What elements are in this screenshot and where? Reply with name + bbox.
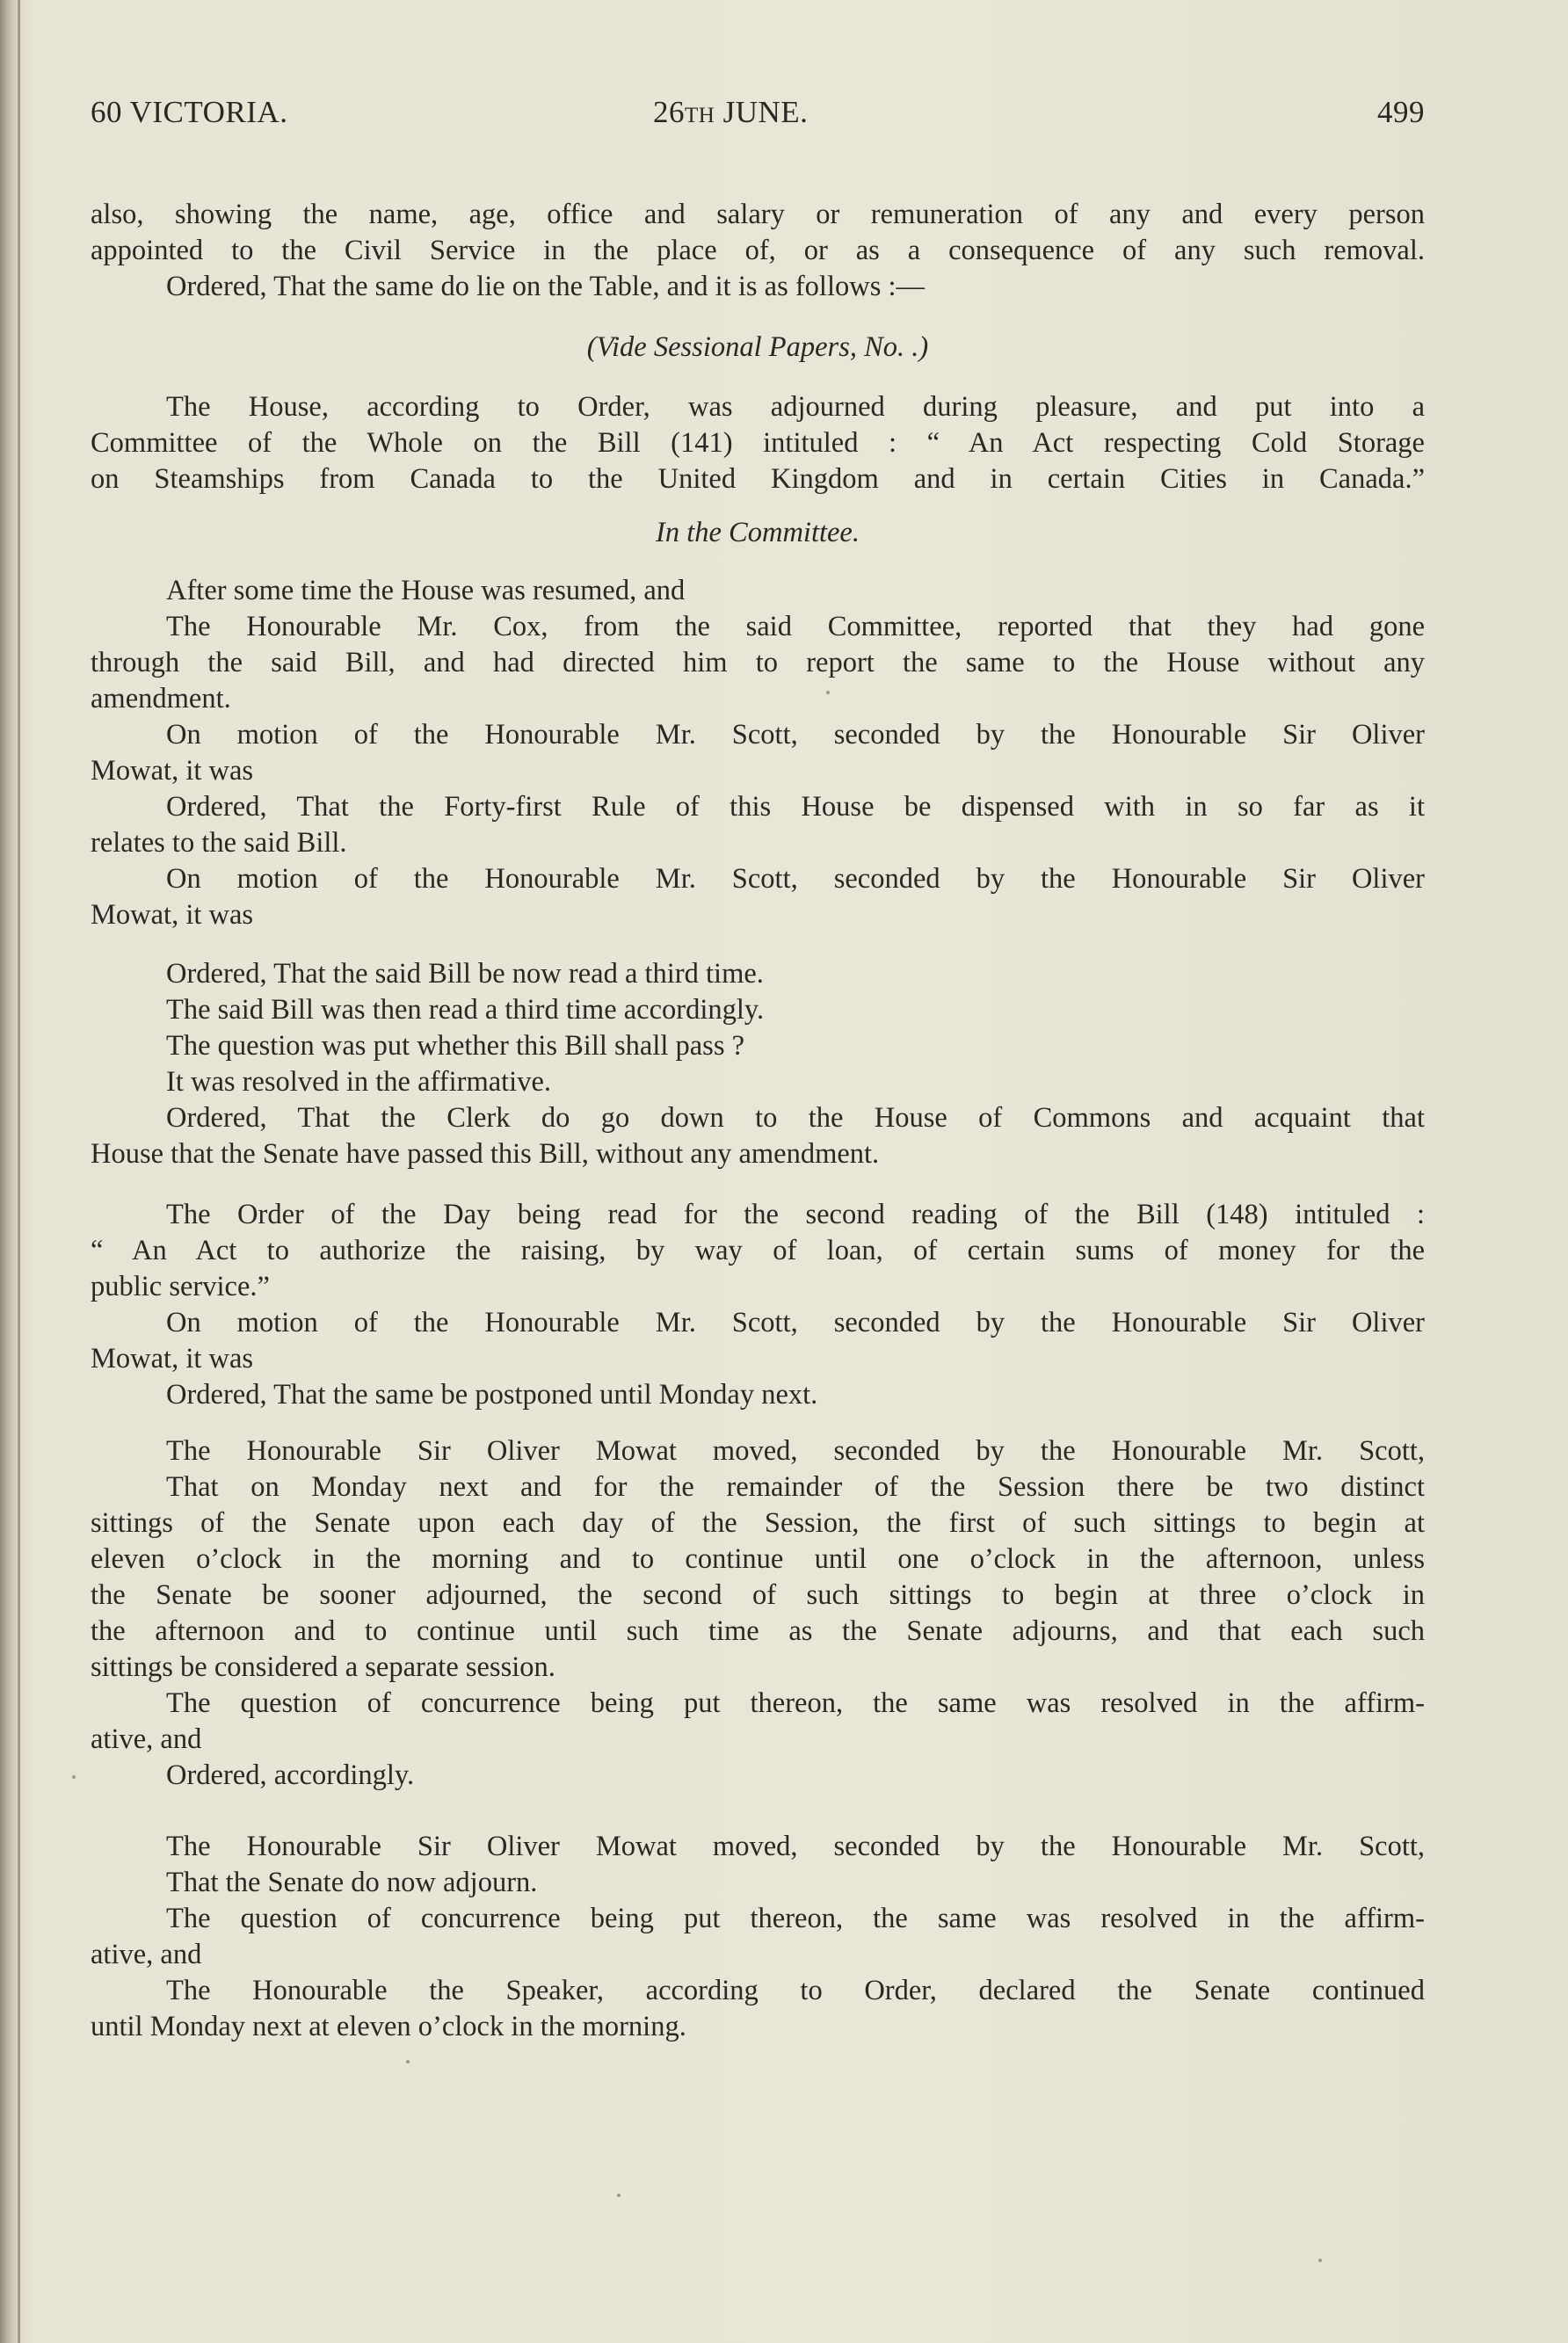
header-date [653, 95, 808, 130]
text-line: Mowat, it was [91, 899, 254, 931]
text-line: “ An Act to authorize the raising, by way of loan, of certain sums of money for the [91, 1235, 1425, 1266]
running-header [91, 95, 1425, 148]
text-line: on Steamships from Canada to the United Kingdom and in certain Cities in Canada.” [91, 463, 1425, 495]
text-line: That on Monday next and for the remainder of the Session there be two distinct [166, 1471, 1425, 1503]
paper-speck [1318, 2259, 1322, 2262]
text-line: public service.” [91, 1271, 270, 1302]
paper-speck [826, 691, 830, 694]
text-line: until Monday next at eleven o’clock in the morning. [91, 2011, 686, 2042]
text-line: On motion of the Honourable Mr. Scott, seconded by the Honourable Sir Oliver [166, 863, 1425, 895]
section-heading: In the Committee. [656, 517, 860, 548]
text-line: After some time the House was resumed, and [166, 575, 686, 606]
text-line: through the said Bill, and had directed him to report the same to the House without any [91, 647, 1425, 678]
text-line: The Honourable Mr. Cox, from the said Committee, reported that they had gone [166, 611, 1425, 642]
text-line: On motion of the Honourable Mr. Scott, seconded by the Honourable Sir Oliver [166, 1307, 1425, 1338]
text-line: The question of concurrence being put thereon, the same was resolved in the affirm- [166, 1903, 1425, 1934]
header-reign: 60 VICTORIA. [91, 95, 288, 129]
text-line: That the Senate do now adjourn. [166, 1867, 538, 1898]
text-line: relates to the said Bill. [91, 827, 347, 859]
sessional-papers-reference: (Vide Sessional Papers, No. .) [586, 331, 929, 363]
text-line: Ordered, That the Forty-first Rule of this House be dispensed with in so far as it [166, 791, 1425, 823]
text-line: sittings of the Senate upon each day of the Session, the first of such sittings to begin at [91, 1507, 1425, 1539]
text-line: Ordered, That the same be postponed until Monday next. [166, 1379, 818, 1411]
text-line: eleven o’clock in the morning and to continue until one o’clock in the afternoon, unless [91, 1543, 1425, 1575]
text-line: House that the Senate have passed this Bill, without any amendment. [91, 1138, 880, 1170]
text-line: Ordered, That the Clerk do go down to the House of Commons and acquaint that [166, 1102, 1425, 1134]
paper-speck [72, 1775, 76, 1779]
text-line: Ordered, That the same do lie on the Table, and it is as follows :— [166, 271, 925, 302]
page-binding-edge [18, 0, 20, 2343]
text-line: Ordered, accordingly. [166, 1759, 415, 1791]
text-line: appointed to the Civil Service in the place of, or as a consequence of any such removal. [91, 235, 1425, 266]
paper-speck [406, 2060, 410, 2064]
text-line: The Order of the Day being read for the second reading of the Bill (148) intituled : [166, 1199, 1425, 1230]
text-line: Mowat, it was [91, 755, 254, 787]
paper-speck [617, 2194, 621, 2197]
text-line: The House, according to Order, was adjourned during pleasure, and put into a [166, 391, 1425, 423]
text-line: The Honourable Sir Oliver Mowat moved, seconded by the Honourable Mr. Scott, [166, 1831, 1425, 1862]
text-line: The Honourable Sir Oliver Mowat moved, seconded by the Honourable Mr. Scott, [166, 1435, 1425, 1467]
header-ordinal: TH [685, 104, 715, 127]
text-line: Mowat, it was [91, 1343, 254, 1375]
text-line: Committee of the Whole on the Bill (141) intituled : “ An Act respecting Cold Storage [91, 427, 1425, 459]
text-line: the afternoon and to continue until such time as the Senate adjourns, and that each such [91, 1615, 1425, 1647]
text-line: ative, and [91, 1723, 202, 1755]
text-line: On motion of the Honourable Mr. Scott, seconded by the Honourable Sir Oliver [166, 719, 1425, 751]
text-line: ative, and [91, 1939, 202, 1970]
header-month: JUNE. [722, 95, 809, 129]
text-line: The said Bill was then read a third time accordingly. [166, 994, 765, 1026]
text-line: Ordered, That the said Bill be now read a third time. [166, 958, 764, 990]
text-line: amendment. [91, 683, 231, 715]
text-line: The question of concurrence being put thereon, the same was resolved in the affirm- [166, 1687, 1425, 1719]
header-day: 26 [653, 95, 685, 129]
text-line: The Honourable the Speaker, according to Order, declared the Senate continued [166, 1975, 1425, 2006]
text-line: sittings be considered a separate session. [91, 1651, 555, 1683]
text-line: the Senate be sooner adjourned, the second of such sittings to begin at three o’clock in [91, 1579, 1425, 1611]
text-line: also, showing the name, age, office and salary or remuneration of any and every person [91, 199, 1425, 230]
page-number: 499 [1377, 95, 1425, 129]
text-line: The question was put whether this Bill shall pass ? [166, 1030, 745, 1062]
text-line: It was resolved in the affirmative. [166, 1066, 552, 1098]
